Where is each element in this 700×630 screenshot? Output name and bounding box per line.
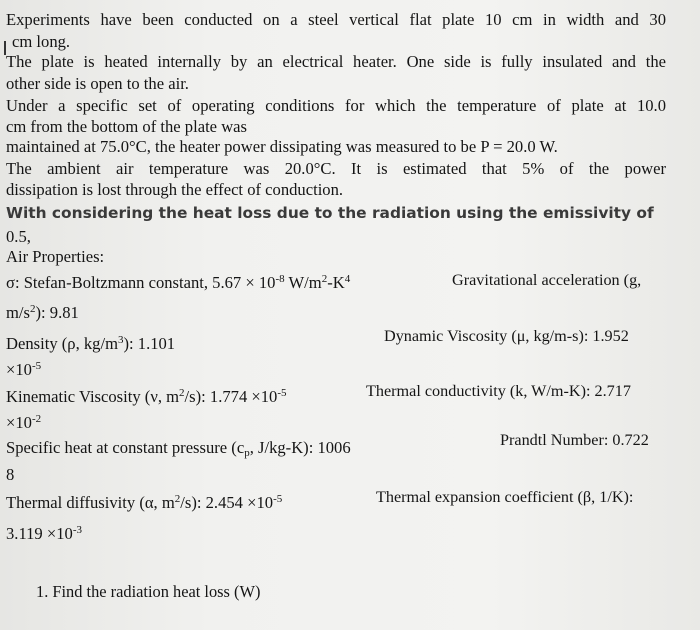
text-line-3: The plate is heated internally by an electrical heater. One side is fully insulated and the <box>6 52 666 71</box>
text-line-4: other side is open to the air. <box>6 74 189 93</box>
prop-density: Density (ρ, $kg/m^3$): 1.101 <box>6 334 176 353</box>
question-1: 1. Find the radiation heat loss (W) <box>36 582 261 601</box>
prop-viscosity: Dynamic Viscosity (μ, kg/m-s): 1.952 <box>384 327 629 345</box>
text-line-7: maintained at 75.0°C, the heater power dissipating was measured to be P = 20.0 W. <box>6 137 558 156</box>
text-line-8: The ambient air temperature was 20.0°C. It is estimated that 5% of the power <box>6 159 666 178</box>
prop-specific-heat-cont: 8 <box>6 465 15 484</box>
text-line-10: With considering the heat loss due to the radiation using the emissivity of <box>6 204 654 222</box>
text-line-9: dissipation is lost through the effect of conduction. <box>6 180 344 199</box>
prop-specific-heat: Specific heat at constant pressure ($c_p$, J/kg-K): 1006 <box>6 438 351 459</box>
text-line-6: cm from the bottom of the plate was <box>6 117 248 136</box>
prop-expansion: Thermal expansion coefficient (β, 1/K): <box>376 488 634 506</box>
prop-conductivity: Thermal conductivity (k, W/m-K): 2.717 <box>366 382 631 400</box>
text-line-5: Under a specific set of operating conditions for which the temperature of plate at 10.0 <box>6 96 666 115</box>
prop-conductivity-exp: $\times 10^{-2}$ <box>6 413 42 432</box>
prop-kinematic: Kinematic Viscosity (ν, $m^2/s$): $1.774 \times 10^{-5}$ <box>6 387 287 406</box>
text-line-11: 0.5, <box>6 227 31 246</box>
text-line-1: Experiments have been conducted on a steel vertical flat plate 10 cm in width and 30 <box>6 10 666 29</box>
prop-gravity-value: $m/s^2$): 9.81 <box>6 303 79 322</box>
text-line-2: cm long. <box>12 32 71 51</box>
prop-diffusivity: Thermal diffusivity (α, $m^2/s$): $2.454 \times 10^{-5}$ <box>6 493 283 512</box>
prop-gravity: Gravitational acceleration (g, <box>452 271 642 289</box>
prop-viscosity-exp: $\times 10^{-5}$ <box>6 360 42 379</box>
prop-sigma: σ: Stefan-Boltzmann constant, $5.67 \times 10^{-8}$ $W/m^2-K^4$ <box>6 273 351 292</box>
prop-expansion-value: $3.119 \times 10^{-3}$ <box>6 524 82 543</box>
section-heading: Air Properties: <box>6 247 105 266</box>
prop-prandtl: Prandtl Number: 0.722 <box>500 431 649 449</box>
